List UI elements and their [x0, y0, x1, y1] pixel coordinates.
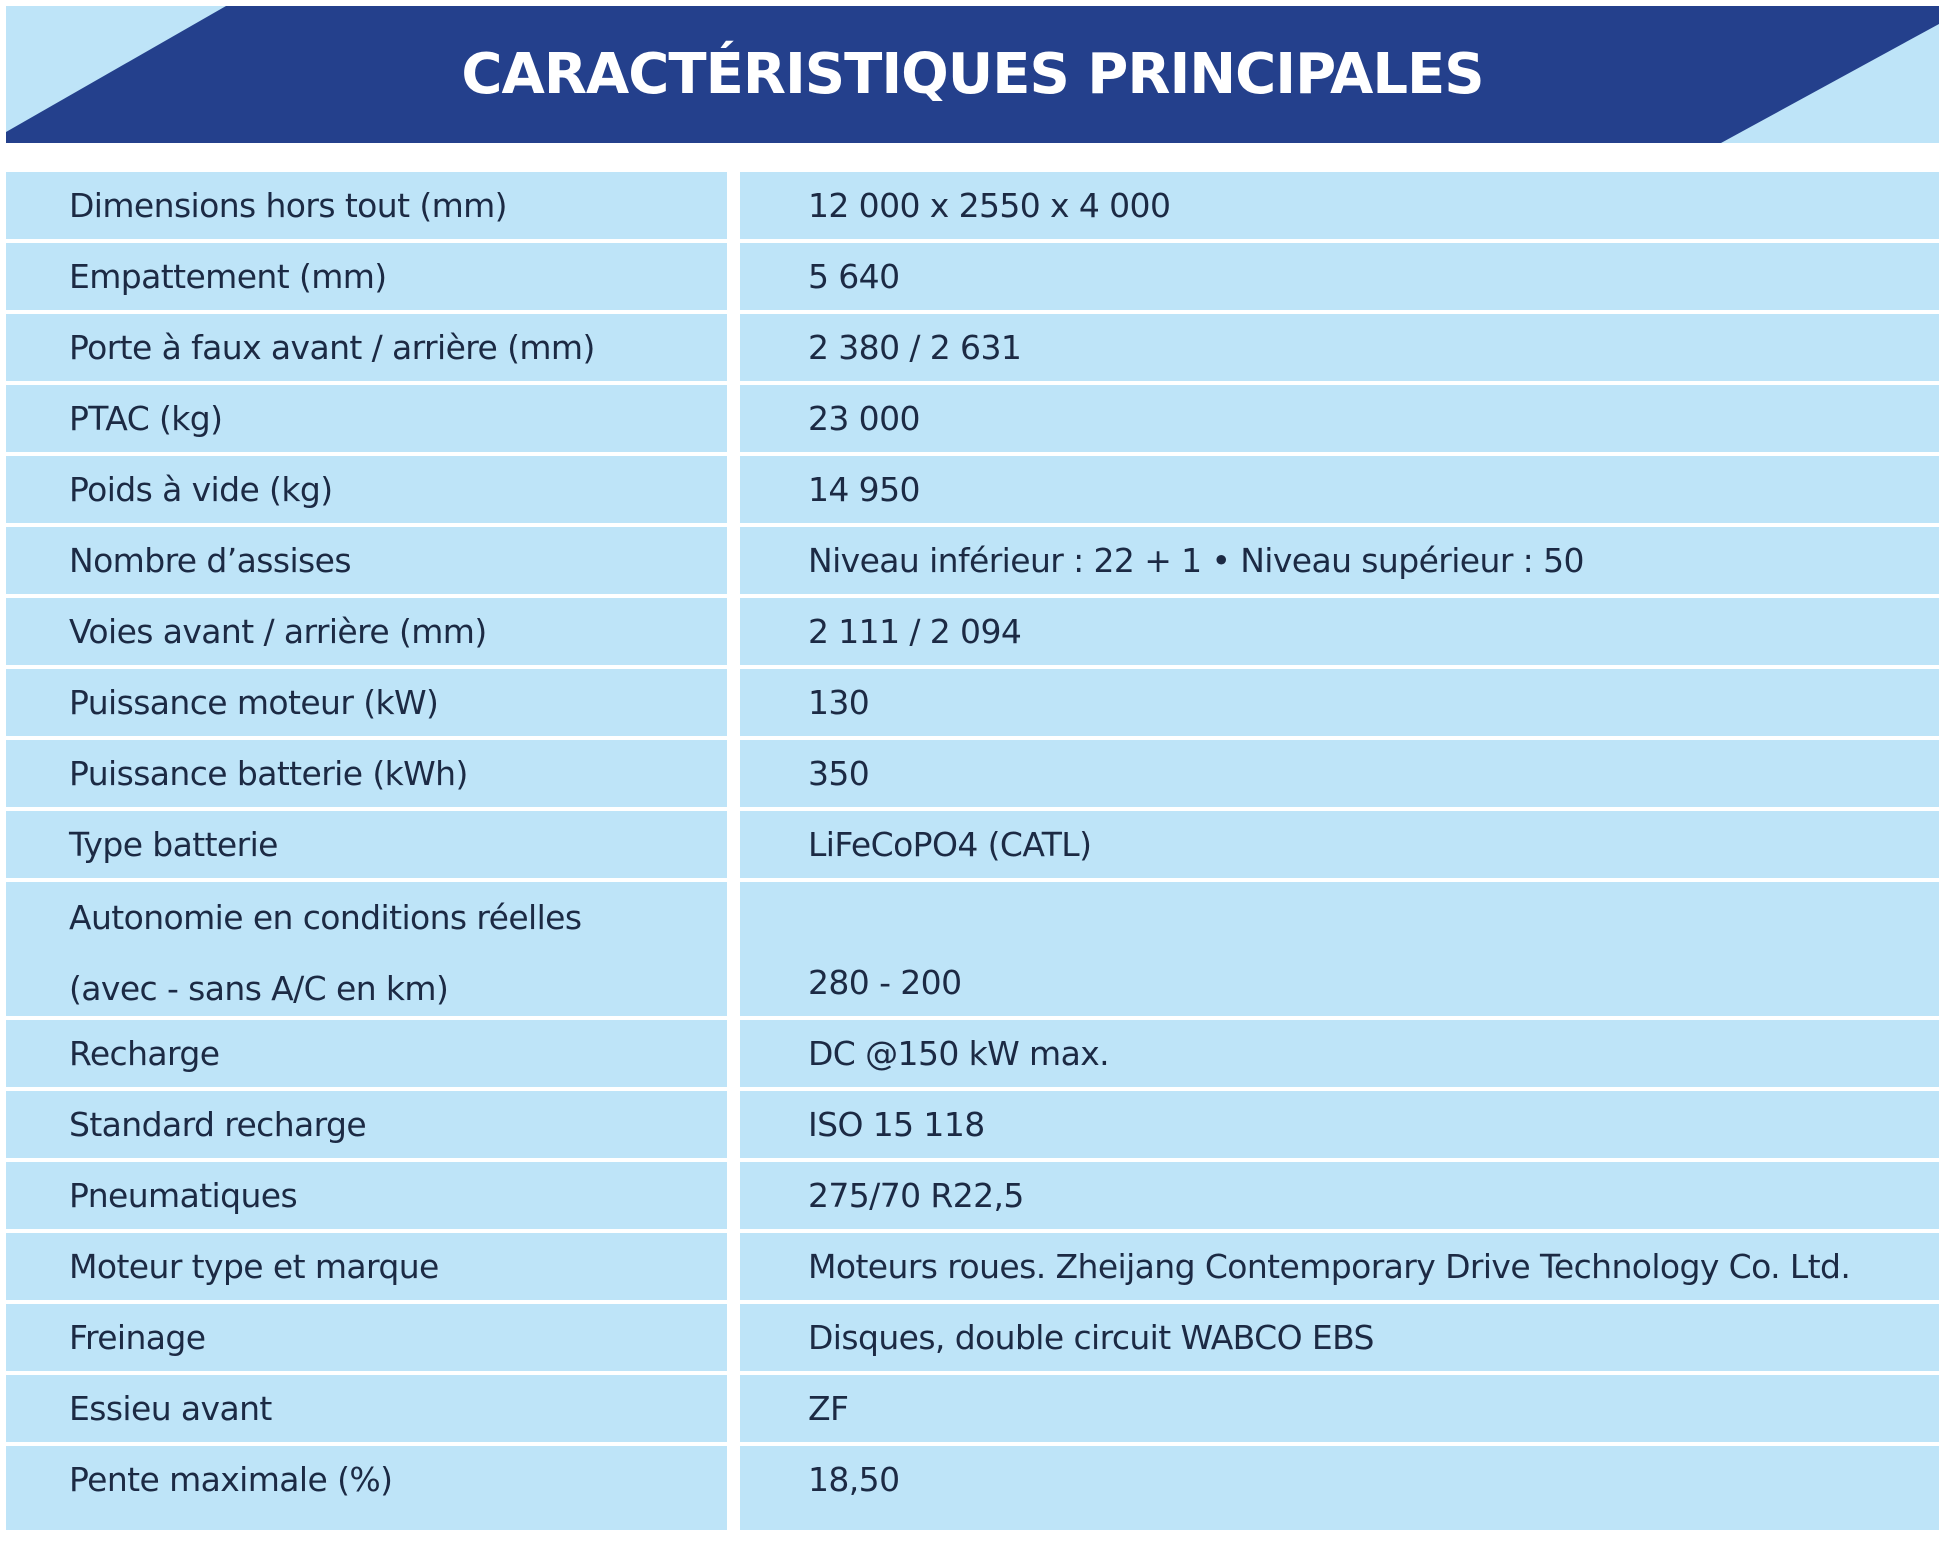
spec-row [6, 1162, 1939, 1229]
spec-row [6, 456, 1939, 523]
spec-value: 14 950 [740, 456, 1939, 523]
spec-value: DC @150 kW max. [740, 1020, 1939, 1087]
spec-row [6, 1446, 1939, 1530]
spec-row [6, 385, 1939, 452]
spec-value: ZF [740, 1375, 1939, 1442]
spec-label: Freinage [6, 1304, 727, 1371]
spec-label: Standard recharge [6, 1091, 727, 1158]
spec-row [6, 527, 1939, 594]
spec-label: Voies avant / arrière (mm) [6, 598, 727, 665]
spec-row [6, 1020, 1939, 1087]
header-banner [6, 6, 1939, 143]
spec-row [6, 1375, 1939, 1442]
spec-value: 5 640 [740, 243, 1939, 310]
spec-label: Essieu avant [6, 1375, 727, 1442]
spec-label: Pneumatiques [6, 1162, 727, 1229]
spec-value [740, 882, 1939, 1016]
spec-row [6, 1091, 1939, 1158]
spec-row [6, 243, 1939, 310]
spec-label: Poids à vide (kg) [6, 456, 727, 523]
spec-label: Autonomie en conditions réelles (avec - sans A/C en km) [6, 882, 727, 1016]
spec-label: Dimensions hors tout (mm) [6, 172, 727, 239]
spec-row [6, 882, 1939, 1016]
spec-row [6, 1233, 1939, 1300]
spec-value: Niveau inférieur : 22 + 1 • Niveau supérieur : 50 [740, 527, 1939, 594]
spec-label: Type batterie [6, 811, 727, 878]
spec-value: ISO 15 118 [740, 1091, 1939, 1158]
spec-row [6, 598, 1939, 665]
spec-value: 2 111 / 2 094 [740, 598, 1939, 665]
spec-row [6, 740, 1939, 807]
page-title: CARACTÉRISTIQUES PRINCIPALES [461, 42, 1484, 107]
spec-label: Recharge [6, 1020, 727, 1087]
spec-value: Disques, double circuit WABCO EBS [740, 1304, 1939, 1371]
spec-value: 18,50 [740, 1446, 1939, 1530]
spec-table [6, 172, 1939, 1530]
spec-value: 350 [740, 740, 1939, 807]
spec-label: Nombre d’assises [6, 527, 727, 594]
spec-value: 2 380 / 2 631 [740, 314, 1939, 381]
spec-row [6, 314, 1939, 381]
spec-label: Porte à faux avant / arrière (mm) [6, 314, 727, 381]
spec-value: Moteurs roues. Zheijang Contemporary Drive Technology Co. Ltd. [740, 1233, 1939, 1300]
spec-row [6, 172, 1939, 239]
spec-label: PTAC (kg) [6, 385, 727, 452]
spec-row [6, 811, 1939, 878]
spec-row [6, 669, 1939, 736]
spec-value: 23 000 [740, 385, 1939, 452]
spec-value: 275/70 R22,5 [740, 1162, 1939, 1229]
spec-value-text: 280 - 200 [808, 963, 962, 1002]
spec-label: Puissance batterie (kWh) [6, 740, 727, 807]
spec-label: Moteur type et marque [6, 1233, 727, 1300]
spec-value: 130 [740, 669, 1939, 736]
spec-value: 12 000 x 2550 x 4 000 [740, 172, 1939, 239]
spec-label: Pente maximale (%) [6, 1446, 727, 1530]
spec-value: LiFeCoPO4 (CATL) [740, 811, 1939, 878]
spec-row [6, 1304, 1939, 1371]
spec-label: Puissance moteur (kW) [6, 669, 727, 736]
spec-label: Empattement (mm) [6, 243, 727, 310]
